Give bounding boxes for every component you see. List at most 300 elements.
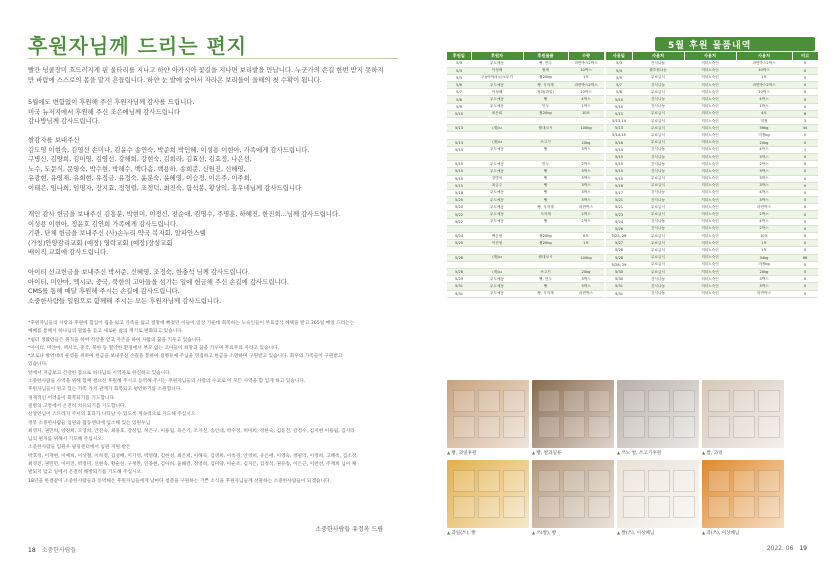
photo-item-shape [708,496,730,518]
table-cell: (재)lu [471,254,523,261]
table-row [447,247,604,254]
table-cell: 0 [792,153,818,160]
photo-caption: ▲ 쌀(쓰), 이상혜님 [617,530,655,536]
photo-item-shape [588,470,610,492]
table-row [447,153,604,160]
page-number-right: 19 [799,545,807,552]
table-cell: 5/10 [447,110,471,117]
table-cell: 0 [792,182,818,189]
table-cell: 식자재 [523,211,568,218]
text-line: 기관, 단체 헌금을 보내주신 (사)손누리 약국 복지회, 알파안스웰 [28,229,206,238]
table-row [447,110,604,117]
table-cell: 라면박스 [736,290,792,297]
table-cell: 무료급식 [632,247,684,254]
table-cell: 0 [792,74,818,81]
table-cell [447,261,471,268]
donation-photo [702,380,784,448]
table-row [606,67,818,74]
table-cell: 5/16 [606,182,632,189]
table-cell: 44 [792,125,818,132]
table-cell: 5/25 [447,240,471,247]
table-cell: 5/26 [606,225,632,232]
text-line: 빨간 넝쿨장미 흐드러지게 핀 울타리를 지나고 하얀 아카시아 꽃길을 지나면 보리밭을 만납니다. 누군가의 손길 한번 받지 못하지 [28,66,384,74]
table-cell: 5/4 [606,67,632,74]
table-cell: 3박스 [736,182,792,189]
donation-received-table [447,52,605,298]
text-line: 18년을 한결같이 소중한사람들과 동역해온 후원자님들에게 날마다 청춘을 구원하는 기쁜 소식을 후원자님들께 선물하는 소중한사람들이 되겠습니다. [28,478,332,484]
table-cell: 라면박스2박스 [736,60,792,67]
table-cell: 쌀대코시 [523,125,568,132]
table-cell: 5/25, 26 [606,233,632,240]
table-cell: 3박스 [736,197,792,204]
table-cell: 5/31 [606,290,632,297]
table-cell: 무도예동 [471,103,523,110]
photo-item-shape [563,470,585,492]
table-cell: 백승현 [471,233,523,240]
table-cell: 간식나눔 [632,161,684,168]
donation-photo [617,460,699,528]
table-cell: 이진영 [471,240,523,247]
table-cell [447,153,471,160]
table-cell: 5/8 [606,89,632,96]
donation-photo [702,460,784,528]
table-cell: 간식나눔 [632,153,684,160]
table-cell [523,153,568,160]
text-line: 구병신, 김양희, 김미영, 김영선, 강해희, 강현숙, 김희라, 김효선, 김효정, 나은선, [28,155,252,164]
table-cell: 저녁노숙인 [684,110,736,117]
photo-item-shape [673,496,695,518]
table-cell: 저녁노숙인 [684,74,736,81]
table-cell: 5/15 [606,153,632,160]
table-cell: 무도예동 [471,146,523,153]
table-cell: 5/3 [447,74,471,81]
photo-item-shape [758,470,780,492]
text-line: 질병의 고통에서 온전히 치유되기를 기도합니다. [28,403,127,409]
table-row [606,146,818,153]
table-cell: 저녁노숙인 [684,67,736,74]
table-cell: 간식나눔 [632,290,684,297]
signature: 소중한사람들 유정옥 드림 [315,526,383,533]
table-row [447,67,604,74]
table-row [606,204,818,211]
column-header: 사용처 [684,52,736,60]
table-cell: 무료급식 [632,118,684,125]
photo-caption: ▲ 빵, 쌀과일류 [532,450,561,456]
footer-right [767,545,807,552]
table-cell: 쌀대코시 [523,254,568,261]
table-cell: 쌀20kg [523,74,568,81]
table-cell: 무도예동 [471,283,523,290]
table-cell [568,247,604,254]
text-line: 정봉 소중한사람들 임원와 활동센터에 임소해 있는 임원우님 [28,420,151,426]
table-cell: 0 [792,225,818,232]
text-line: 발되지 않고 일에서 온전히 해방되기를 기도해 주십시오. [28,470,143,476]
table-cell: 5/14,15 [606,132,632,139]
table-row [447,261,604,268]
table-cell [523,261,568,268]
photo-item-shape [563,390,585,412]
table-cell: 1 [792,146,818,153]
text-line: 님의 편지를 위해서 기도해 주십시오. [28,437,104,443]
table-row [447,175,604,182]
table-row [606,168,818,175]
table-cell [523,225,568,232]
table-cell: 10박스 [568,89,604,96]
table-cell: 5/10 [606,103,632,110]
table-cell: 5/13 [447,139,471,146]
text-line: 예배를 통해서 하나님의 말씀을 듣고 새로운 삶의 재기로 변화되고 있습니다. [28,329,184,335]
table-row [447,283,604,290]
photo-item-shape [708,470,730,492]
table-cell: 3박스 [568,146,604,153]
table-cell: 5/30 [606,276,632,283]
table-cell: 0 [792,103,818,110]
text-line: *코로나 방역대비 운영을 위하여 헌금을 보내주신 손길을 통하여 집행유예 주님을 영접하고 헌금을 소망하며 구원받고 있습니다. 회우의 가족들이 구원받고 [28,354,343,360]
table-cell: 3박스 [568,276,604,283]
photo-item-shape [758,496,780,518]
table-cell: 저녁노숙인 [684,139,736,146]
table-cell: 100kg [568,254,604,261]
table-cell: 저녁노숙인 [684,60,736,67]
table-cell: 5/20 [447,197,471,204]
photo-item-shape [623,496,645,518]
table-cell: 5/24 [606,218,632,225]
column-header: 사용처 [632,52,684,60]
table-row [606,290,818,297]
table-cell: 무료급식 [632,110,684,117]
table-cell: 저녁노숙인 [684,283,736,290]
table-cell: 쌀세 [523,67,568,74]
table-cell: 5/13,14 [606,118,632,125]
table-cell: 0 [792,60,818,67]
table-cell: 5/15 [447,182,471,189]
table-cell: 5/3 [606,60,632,67]
table-cell: 5/28 [606,247,632,254]
table-cell: 무료급식 [632,211,684,218]
table-cell: 5/30 [606,268,632,275]
table-cell: 저녁노숙인 [684,197,736,204]
table-cell [471,118,523,125]
photo-caption: ▲ 쓰(쌀), 빵 [532,530,556,536]
table-row [606,118,818,125]
text-line: 경제적인 어려움이 회복되기를 기도합니다. [28,395,116,401]
text-line: 소중한사람들 임원우 필링센터에서 임원 지원 받은 [28,445,131,451]
table-cell: 5/21 [606,204,632,211]
photo-item-shape [623,470,645,492]
table-cell: 저녁노숙인 [684,153,736,160]
table-cell: 5/15 [606,168,632,175]
table-row [447,168,604,175]
table-cell: 0 [792,276,818,283]
table-cell: 저녁노숙인 [684,225,736,232]
table-cell: 빵, 만두 [523,60,568,67]
table-cell: 빵, 만두 [523,276,568,283]
table-cell: 5/31 [606,283,632,290]
photo-item-shape [588,496,610,518]
table-cell: 저녁노숙인 [684,161,736,168]
table-cell: (재)lu [471,125,523,132]
table-cell: 간식나눔 [632,218,684,225]
prayer-notes [28,320,398,486]
table-cell [568,153,604,160]
text-line: 미국 뉴저지에서 후원해 주신 조은애님께 감사드립니다 [28,107,181,116]
table-cell [471,132,523,139]
table-cell: 라면박스 [568,290,604,297]
table-cell: (재)lu [471,268,523,275]
table-cell: 라면박스 [568,204,604,211]
table-cell [523,118,568,125]
left-page [0,0,417,573]
photo-item-shape [563,496,585,518]
table-cell: 0 [792,268,818,275]
photo-item-shape [563,416,585,438]
page-title: 후원자님께 드리는 편지 [28,34,248,58]
table-cell [471,225,523,232]
photo-item-shape [733,416,755,438]
table-cell: 2박스 [568,218,604,225]
table-row [606,82,818,89]
table-row [606,268,818,275]
table-cell: 5/28, 29 [606,261,632,268]
table-cell: 3박스 [568,175,604,182]
table-row [606,89,818,96]
table-cell: 66 [792,254,818,261]
table-row [447,276,604,283]
table-row [447,139,604,146]
table-row [606,96,818,103]
column-header: 사용일 [606,52,632,60]
photo-caption: ▲ 빵, 과일후원 [447,450,476,456]
text-line: *후원자님들의 사랑과 후원에 힘입어 집을 잃고 가족을 잃고 절망에 빠졌던 이들이 일상 가운데 회복하는 노숙인들이 무료급식 혜택을 받고 365일 매일 드리는는 [28,321,355,326]
table-cell: 5/28 [447,268,471,275]
table-cell: 5/28 [606,254,632,261]
table-cell: 0 [792,261,818,268]
table-cell: 만두 [523,161,568,168]
table-cell: 5/14 [606,146,632,153]
table-cell: 저녁노숙인 [684,276,736,283]
table-row [447,125,604,132]
table-cell: 빵 [523,182,568,189]
table-cell: 0 [792,67,818,74]
table-cell: 0 [792,233,818,240]
text-line: 최영진, 권민민, 이미진, 박정미, 신현숙, 황순친, 구재완, 인종현, 김아희, 윤혜련, 정영희, 김미양, 이순조, 김지은, 김정식, 권유송, 이은근, 이찬선, 주재희 님이 체 [28,462,357,468]
photo-item-shape [673,390,695,412]
table-cell: 0 [792,168,818,175]
column-header: 후원자 [471,52,523,60]
photo-item-shape [623,390,645,412]
table-cell: 빵, 식자재 [523,82,568,89]
table-cell: 0 [792,139,818,146]
table-cell: 2박스 [568,211,604,218]
text-line: 김도영 이현숙, 김영선 손미나, 김윤수 송연숙, 박준희 박인혜, 이성용 이현아, 가족에게 감사드립니다. [28,145,310,154]
table-cell: 무료급식 [632,175,684,182]
table-cell: 3박스 [736,283,792,290]
table-cell: 2박스 [736,161,792,168]
donation-usage-table [606,52,819,298]
table-cell: 간식나눔 [632,96,684,103]
table-cell: 10포 [568,110,604,117]
text-line: 배이직 교회에 감사드립니다. [28,248,109,257]
table-cell: 0 [792,247,818,254]
photo-item-shape [453,390,475,412]
table-cell: 무료급식 [632,139,684,146]
text-line: CMS를 통해 매달 후원해 주시는 손길에 감사드립니다. [28,287,180,296]
table-row [447,189,604,196]
table-cell: 저녁노숙인 [684,89,736,96]
text-line: 최영자, 권민희, 양진희, 모영희, 안진숙, 최용호, 강성임, 허은구, 이용림, 육은기, 조자신, 송인대, 박수정, 허미희, 정한숙, 김동진, 강정수, 김지현 이용림, 김사라 [28,428,355,434]
table-cell: 저녁노숙인 [684,240,736,247]
table-cell: 5/15 [606,161,632,168]
table-row [606,233,818,240]
table-cell: 빵 [523,189,568,196]
photo-caption: ▲ 과(쓰), 이상혜님 [702,530,740,536]
table-row [447,268,604,275]
photo-item-shape [503,496,525,518]
table-cell: 5/18 [447,189,471,196]
table-cell: 빵 [523,96,568,103]
table-cell: 10박스 [568,67,604,74]
table-cell: 저녁노숙인 [684,182,736,189]
donation-photo [447,460,529,528]
table-cell: 5/17 [606,189,632,196]
table-cell: 빵 [523,283,568,290]
table-row [606,276,818,283]
photo-item-shape [648,390,670,412]
text-line: 만 바람에 스스로의 몸을 맡겨 흔들립니다. 하얀 눈 밭에 숨어서 자라온 보리들이 올해의 첫 수확이 됩니다. [28,75,322,84]
table-cell: 10포 [736,233,792,240]
table-cell: 3박스 [736,168,792,175]
table-cell: 5/31 [447,290,471,297]
table-cell: 쌀20kg [523,240,568,247]
table-cell: 5/23 [606,211,632,218]
table-cell: 4박스 [736,146,792,153]
table-cell: 4박스 [568,96,604,103]
table-cell: 저녁노숙인 [684,254,736,261]
table-cell: 무료급식 [632,125,684,132]
table-cell [447,247,471,254]
photo-item-shape [648,496,670,518]
table-cell: 4포 [736,110,792,117]
table-cell: 저녁노숙인 [684,118,736,125]
table-cell: 5/5 [606,74,632,81]
table-cell: 5/24 [447,233,471,240]
photo-item-shape [478,416,500,438]
table-cell: 20kg [568,139,604,146]
table-cell: 무도예동 [471,189,523,196]
table-cell: 0 [792,96,818,103]
photo-item-shape [478,470,500,492]
table-cell: 0 [792,290,818,297]
table-cell: 청과(과일) [523,89,568,96]
table-cell [447,132,471,139]
photo-item-shape [733,390,755,412]
table-cell: 무도예동 [471,161,523,168]
table-row [447,161,604,168]
table-cell: 저녁노숙인 [684,247,736,254]
table-cell: 3박스 [736,153,792,160]
table-cell: 5/20 [447,204,471,211]
table-cell: 빵 [523,197,568,204]
table-row [606,74,818,81]
photo-item-shape [673,416,695,438]
donor-list-paragraph [28,136,398,194]
table-cell: 저녁노숙인 [684,103,736,110]
table-row [606,103,818,110]
table-row [606,247,818,254]
table-row [447,197,604,204]
table-cell: 3박스 [568,168,604,175]
text-line: 유광현, 유영재, 유희현, 유정금, 유정숙, 윤분숙, 윤혜영, 이승정, 이은주, 이주희, [28,174,252,183]
table-row [447,211,604,218]
column-header: 후원물품 [523,52,568,60]
table-cell: 저녁노숙인 [684,211,736,218]
photo-item-shape [478,390,500,412]
table-cell: 5/15 [606,175,632,182]
text-line: 개인 감사 헌금을 보내주신 김홍분, 박현미, 이정신, 전순애, 김명수, 주명훈, 하혜진, 한진희...님께 감사드립니다. [28,210,341,218]
table-cell [447,118,471,125]
table-cell: 1포 [736,74,792,81]
table-cell: 0 [792,175,818,182]
intro-paragraph [28,66,398,85]
donation-title: 5월 후원 물품내역 [668,41,752,51]
table-cell: 5/15 [447,175,471,182]
table-cell: 1포 [736,247,792,254]
donation-photo [532,460,614,528]
table-cell: 저녁노숙인 [684,82,736,89]
photo-item-shape [673,470,695,492]
table-cell: 0 [792,197,818,204]
table-row [447,74,604,81]
column-header: 후원일 [447,52,471,60]
table-cell [568,118,604,125]
photo-item-shape [733,496,755,518]
table-cell: 저녁노숙인 [684,290,736,297]
donation-photo [447,380,529,448]
table-cell: 5/13 [606,125,632,132]
table-cell: 2박스 [736,211,792,218]
text-line: 박호정, 이재현, 이예희, 이상철, 이희정, 김성배, 이기영, 박영래, 김한성, 최은희, 이해숙, 김영희, 이옥경, 안영희, 유은애, 이영숙, 정필억, 이정희, 고혜옥, 김소정, [28,453,358,459]
table-cell: 빵, 식자재 [523,290,568,297]
table-cell: 4박스 [736,218,792,225]
photo-item-shape [733,470,755,492]
offering-paragraph [28,210,398,258]
table-cell: 5/28 [447,254,471,261]
table-row [447,89,604,96]
table-row [447,254,604,261]
table-cell: 저녁노숙인 [684,132,736,139]
table-row [606,110,818,117]
photo-item-shape [708,416,730,438]
table-cell: 저녁노숙인 [684,261,736,268]
table-cell: 5/27 [606,240,632,247]
table-cell: 5/31 [447,283,471,290]
table-row [447,290,604,297]
table-cell: (재)lu [471,139,523,146]
table-row [447,146,604,153]
table-cell: 무도예동 [471,197,523,204]
photo-caption: ▲ 쌀, 과일 [702,450,723,456]
table-row [447,182,604,189]
text-line: 아이티 선교헌금을 보내주신 박서준, 신혜영, 조정숙, 한충석 님께 감사드립니다. [28,268,250,276]
table-cell: 간식나눔 [632,103,684,110]
table-cell: 무도예동 [471,276,523,283]
table-row [447,132,604,139]
table-cell: 10박스 [736,67,792,74]
text-line: 노수, 도문식, 문영숙, 박수현, 박해수, 백다솜, 백용하, 송희준, 신원진, 신혜영, [28,164,246,173]
table-cell: 6 [792,110,818,117]
table-cell: 3박스 [736,175,792,182]
text-line: 소중한사람들 일원으로 함께해 주시는 모든 후원자님께 감사드립니다. [28,296,222,305]
